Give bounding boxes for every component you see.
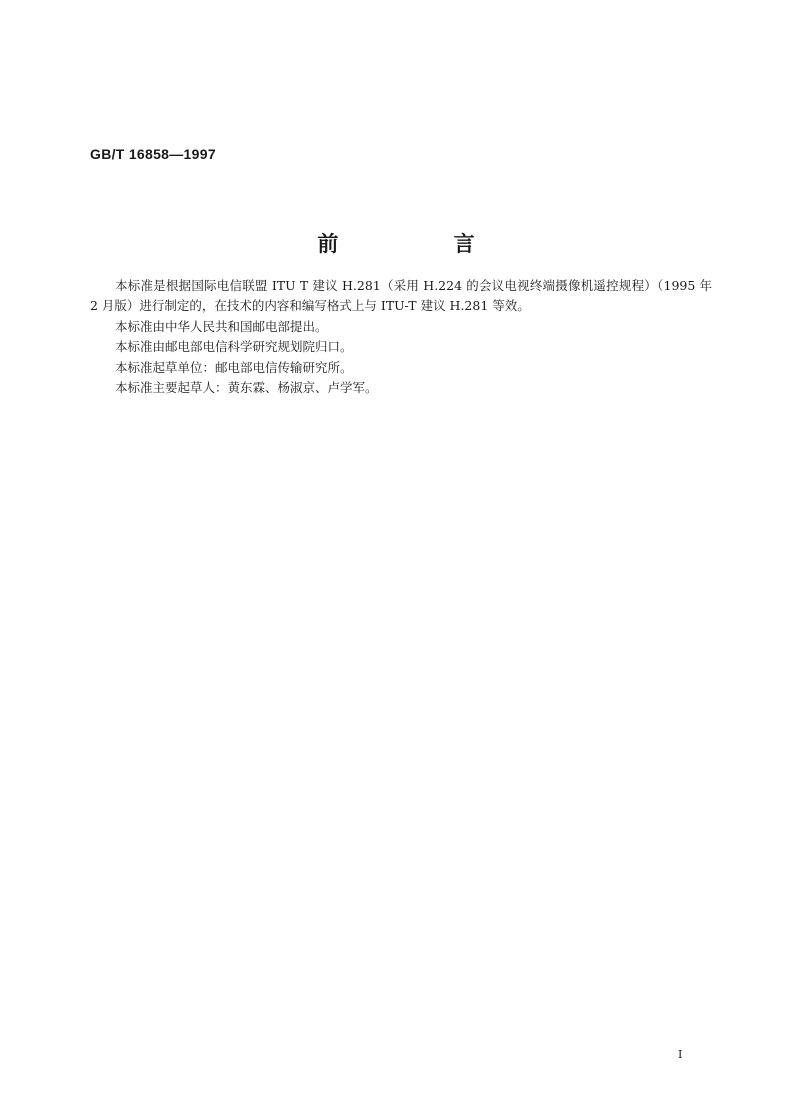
paragraph-drafters: 本标准主要起草人：黄东霖、杨淑京、卢学军。 (115, 380, 378, 396)
paragraph-basis: 本标准是根据国际电信联盟 ITU T 建议 H.281（采用 H.224 的会议电视终端摄像机遥控规程）（1995 年 2 月版）进行制定的，在技术的内容和编写格式上与 ITU-T 建议 H.281 等效。 (90, 278, 712, 314)
paragraph-proposer: 本标准由中华人民共和国邮电部提出。 (115, 318, 328, 334)
page-number: I (678, 1048, 683, 1061)
paragraph-drafting-unit: 本标准起草单位：邮电部电信传输研究所。 (115, 359, 353, 375)
paragraph-administrator: 本标准由邮电部电信科学研究规划院归口。 (115, 339, 353, 355)
page-title: 前 言 (317, 232, 529, 256)
standard-code: GB/T 16858—1997 (90, 146, 216, 162)
foreword-body (90, 276, 712, 398)
